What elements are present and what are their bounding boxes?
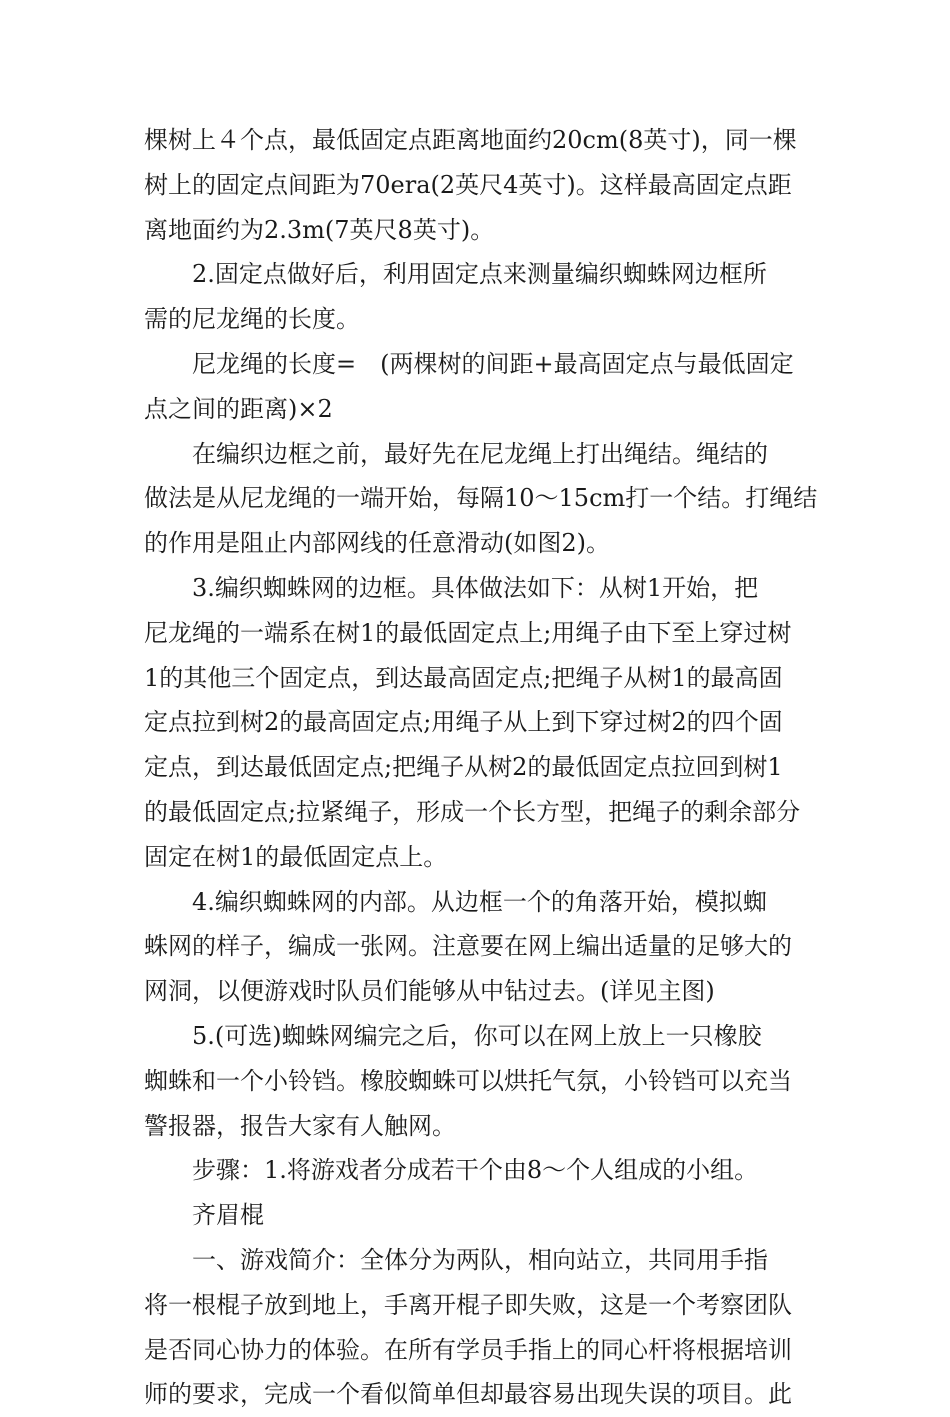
- text-line: 需的尼龙绳的长度。: [144, 305, 360, 334]
- text-line: 蛛网的样子，编成一张网。注意要在网上编出适量的足够大的: [144, 932, 792, 961]
- paragraph-p4: [144, 432, 818, 566]
- text-line: 棵树上４个点，最低固定点距离地面约20cm(8英寸)，同一棵: [144, 126, 797, 154]
- text-line: 尼龙绳的一端系在树1的最低固定点上;用绳子由下至上穿过树: [144, 618, 792, 647]
- text-line: 师的要求，完成一个看似简单但却最容易出现失误的项目。此: [144, 1380, 792, 1409]
- text-line: 警报器，报告大家有人触网。: [144, 1111, 456, 1140]
- text-line: 定点，到达最低固定点;把绳子从树2的最低固定点拉回到树1: [144, 753, 783, 782]
- text-line: 定点拉到树2的最高固定点;用绳子从上到下穿过树2的四个固: [144, 708, 783, 737]
- text-line: 在编织边框之前，最好先在尼龙绳上打出绳结。绳结的: [144, 439, 768, 468]
- text-line: 是否同心协力的体验。在所有学员手指上的同心杆将根据培训: [144, 1335, 792, 1364]
- paragraph-p6: [144, 880, 808, 1014]
- paragraph-p2: [144, 252, 808, 342]
- paragraph-p5: [144, 566, 808, 880]
- text-line: 一、游戏简介：全体分为两队，相向站立，共同用手指: [144, 1245, 768, 1274]
- paragraph-p8: [144, 1148, 808, 1193]
- text-line: 固定在树1的最低固定点上。: [144, 842, 448, 871]
- text-line: 将一根棍子放到地上，手离开棍子即失败，这是一个考察团队: [144, 1290, 792, 1319]
- text-line: 1的其他三个固定点，到达最高固定点;把绳子从树1的最高固: [144, 663, 783, 692]
- text-line: 的作用是阻止内部网线的任意滑动(如图2)。: [144, 529, 610, 558]
- paragraph-p1: [144, 118, 808, 252]
- text-line: 齐眉棍: [144, 1201, 264, 1230]
- text-line: 3.编织蜘蛛网的边框。具体做法如下：从树1开始，把: [144, 573, 759, 602]
- text-line: 5.(可选)蜘蛛网编完之后，你可以在网上放上一只橡胶: [144, 1021, 762, 1050]
- text-line: 步骤：1.将游戏者分成若干个由8～个人组成的小组。: [144, 1156, 759, 1185]
- text-line: 2.固定点做好后，利用固定点来测量编织蜘蛛网边框所: [144, 260, 767, 289]
- text-line: 的最低固定点;拉紧绳子，形成一个长方型，把绳子的剩余部分: [144, 797, 801, 826]
- text-line: 尼龙绳的长度= (两棵树的间距+最高固定点与最低固定: [144, 349, 794, 378]
- text-line: 离地面约为2.3m(7英尺8英寸)。: [144, 215, 495, 244]
- paragraph-p3: [144, 342, 808, 432]
- text-line: 网洞，以便游戏时队员们能够从中钻过去。(详见主图): [144, 977, 715, 1006]
- paragraph-p7: [144, 1014, 808, 1148]
- text-line: 点之间的距离)×2: [144, 394, 333, 423]
- document-body: [144, 118, 818, 1417]
- text-line: 蜘蛛和一个小铃铛。橡胶蜘蛛可以烘托气氛，小铃铛可以充当: [144, 1066, 792, 1095]
- paragraph-p10: [144, 1238, 808, 1417]
- text-line: 树上的固定点间距为70era(2英尺4英寸)。这样最高固定点距: [144, 170, 792, 199]
- paragraph-p9: [144, 1193, 808, 1238]
- text-line: 做法是从尼龙绳的一端开始，每隔10～15cm打一个结。打绳结: [144, 484, 818, 513]
- text-line: 4.编织蜘蛛网的内部。从边框一个的角落开始，模拟蜘: [144, 887, 767, 916]
